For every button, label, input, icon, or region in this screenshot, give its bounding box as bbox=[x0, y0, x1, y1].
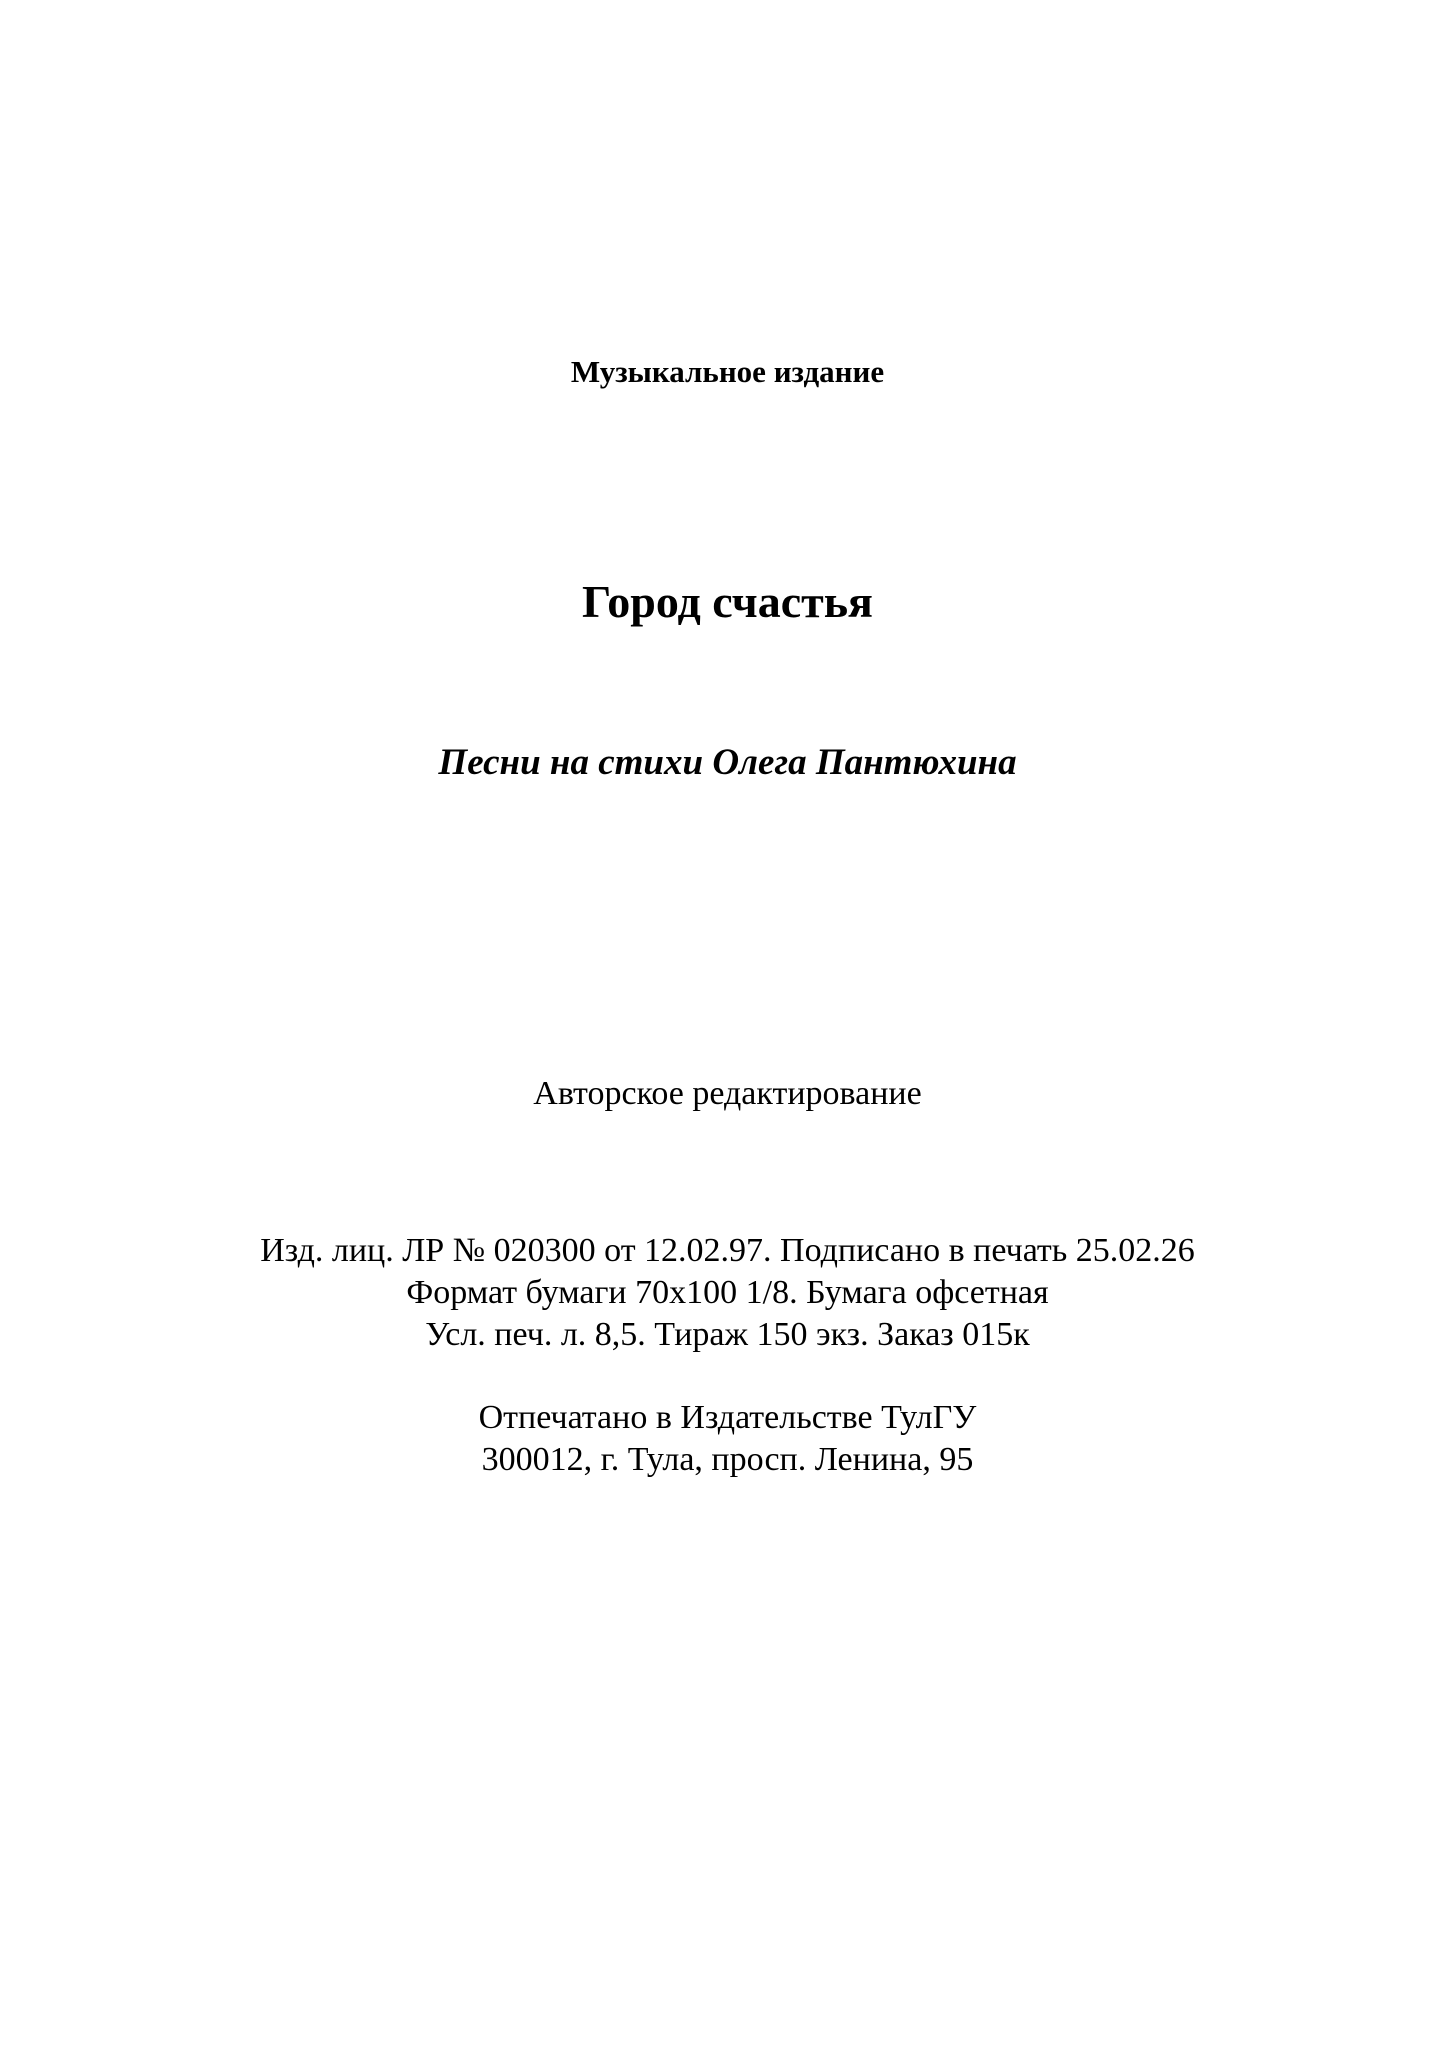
subtitle: Песни на стихи Олега Пантюхина bbox=[438, 742, 1017, 783]
publication-details bbox=[0, 1230, 1455, 1356]
print-run-line: Усл. печ. л. 8,5. Тираж 150 экз. Заказ 015к bbox=[425, 1316, 1030, 1353]
edition-type-label: Музыкальное издание bbox=[570, 354, 885, 389]
printer-details bbox=[0, 1397, 1455, 1481]
paper-format-line: Формат бумаги 70х100 1/8. Бумага офсетная bbox=[406, 1274, 1049, 1311]
printer-name-line: Отпечатано в Издательстве ТулГУ bbox=[478, 1399, 977, 1436]
license-line: Изд. лиц. ЛР № 020300 от 12.02.97. Подписано в печать 25.02.26 bbox=[260, 1232, 1195, 1269]
printer-address-line: 300012, г. Тула, просп. Ленина, 95 bbox=[481, 1441, 974, 1478]
editing-note: Авторское редактирование bbox=[533, 1075, 922, 1112]
page-title: Город счастья bbox=[582, 576, 873, 627]
